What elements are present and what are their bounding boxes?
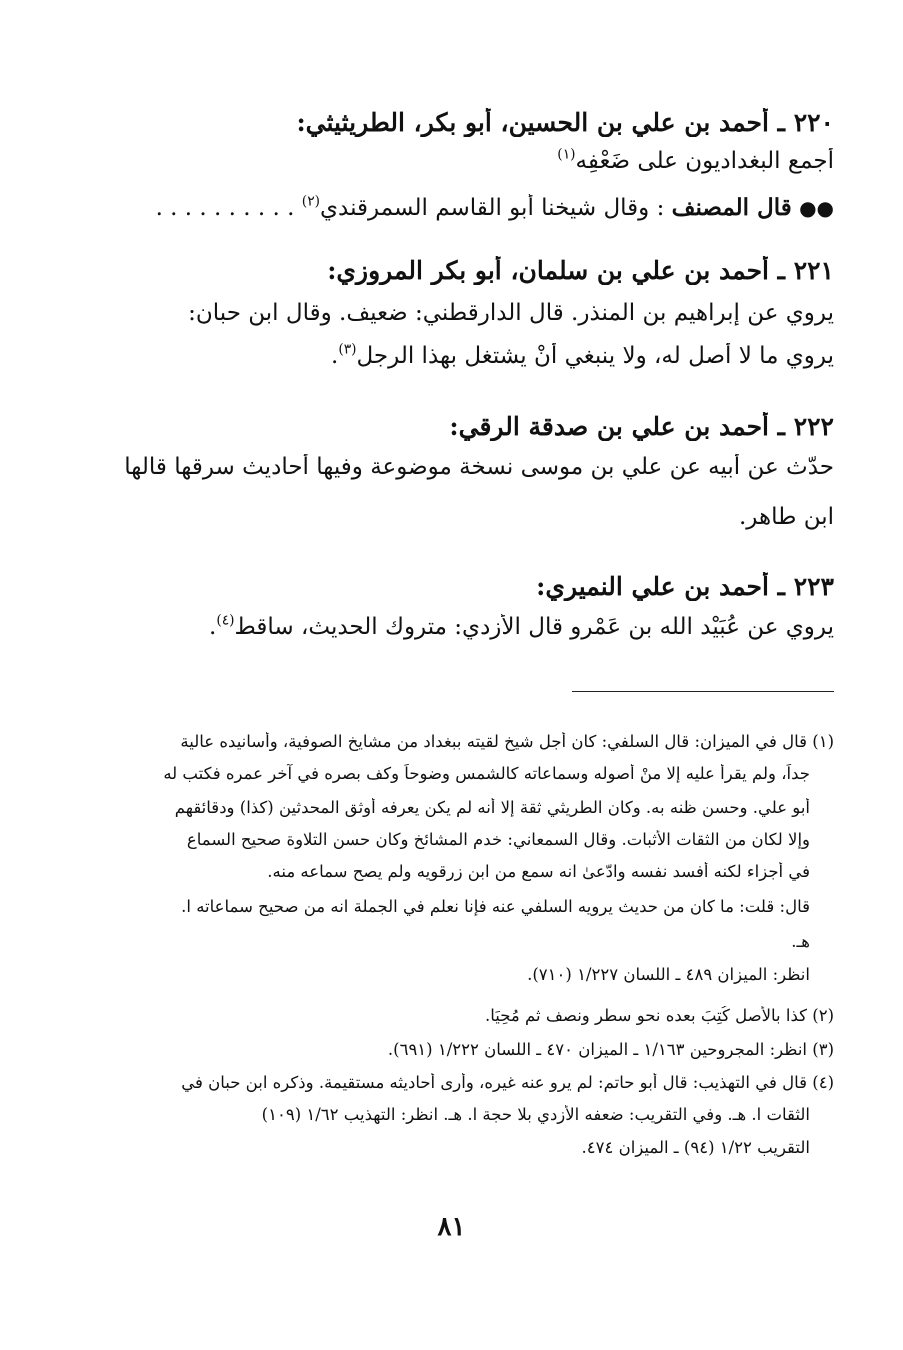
footnote-2: (٢) كذا بالأصل كُتِبَ بعده نحو سطر ونصف ثم مُحِيَا. (485, 1006, 834, 1025)
entry-221-line-2: يروي ما لا أصل له، ولا ينبغي أنْ يشتغل بهذا الرجل$^{(٣)}$. (331, 343, 834, 369)
entry-222-line-1: حدّث عن أبيه عن علي بن موسى نسخة موضوعة وفيها أحاديث سرقها قالها (124, 454, 834, 480)
entry-220-text-span: أجمع البغداديون على ضَعْفِه (575, 148, 834, 174)
entry-223-heading: ٢٢٣ ـ أحمد بن علي النميري: (536, 572, 834, 601)
footnote-1-line-1: (١) قال في الميزان: قال السلفي: كان أجل شيخ لقيته ببغداد من مشايخ الصوفية، وأسانيده عالية (180, 732, 834, 751)
footnote-1-ref: انظر: الميزان ٤٨٩ ـ اللسان ١/٢٢٧ (٧١٠). (527, 965, 810, 984)
footnote-3: (٣) انظر: المجروحين ١/١٦٣ ـ الميزان ٤٧٠ ـ اللسان ١/٢٢٢ (٦٩١). (387, 1040, 834, 1059)
author-text: : وقال شيخنا أبو القاسم السمرقندي (320, 195, 665, 221)
entry-223-line-1-end: . (209, 614, 217, 640)
entry-220-text (150, 148, 834, 174)
entry-223-line-1 (150, 614, 834, 640)
footnote-ref-1: (١) (557, 148, 576, 163)
footnote-ref-4: (٤) (216, 614, 235, 629)
footnote-1-line-4: وإلا لكان من الثقات الأثبات. وقال السمعاني: خدم المشائخ وكان حسن التلاوة صحيح السماع (186, 830, 810, 849)
footnote-4-line-2: الثقات ا. هـ. وفي التقريب: ضعفه الأزدي بلا حجة ا. هـ. انظر: التهذيب ١/٦٢ (١٠٩) (261, 1105, 810, 1124)
footnote-1-line-2: جداً، ولم يقرأ عليه إلا منْ أصوله وسماعاته كالشمس وضوحاً وكف بصره في آخر عمره فكتب له (163, 764, 810, 783)
footnote-separator (572, 691, 834, 692)
entry-221-line-1: يروي عن إبراهيم بن المنذر. قال الدارقطني: ضعيف. وقال ابن حبان: (188, 300, 834, 326)
ornament-icon: ●● (799, 196, 834, 220)
entry-220-heading: ٢٢٠ ـ أحمد بن علي بن الحسين، أبو بكر، الطريثيثي: (296, 108, 834, 137)
omission-dots: . . . . . . . . . . (155, 195, 295, 221)
entry-221-heading: ٢٢١ ـ أحمد بن علي بن سلمان، أبو بكر المروزي: (327, 256, 834, 285)
footnote-1-qult: قال: قلت: ما كان من حديث يرويه السلفي عنه فإنا نعلم في الجملة انه من صحيح سماعاته ا. (181, 897, 810, 916)
footnote-4-line-1: (٤) قال في التهذيب: قال أبو حاتم: لم يرو عنه غيره، وأرى أحاديثه مستقيمة. وذكره ابن حبان في (181, 1073, 834, 1092)
footnote-ref-3: (٣) (338, 343, 357, 358)
footnote-1-line-5: في أجزاء لكنه أفسد نفسه وادّعىٰ انه سمع من ابن زرقويه ولم يصح سماعه منه. (267, 862, 810, 881)
entry-223-line-1-text: يروي عن عُبَيْد الله بن عَمْرو قال الأزدي: متروك الحديث، ساقط (234, 614, 834, 640)
footnote-1-line-3: أبو علي. وحسن ظنه به. وكان الطريثي ثقة إلا أنه لم يكن يعرفه أوثق المحدثين (كذا) ودقائقهم (174, 798, 810, 817)
footnote-1-hah: هـ. (791, 932, 810, 951)
entry-222-heading: ٢٢٢ ـ أحمد بن علي بن صدقة الرقي: (449, 412, 834, 441)
footnote-ref-2: (٢) (301, 194, 320, 210)
entry-222-line-2: ابن طاهر. (738, 504, 834, 530)
author-label: قال المصنف (671, 194, 792, 221)
page-number: ٨١ (437, 1212, 466, 1242)
footnote-4-line-3: التقريب ١/٢٢ (٩٤) ـ الميزان ٤٧٤. (581, 1138, 810, 1157)
entry-221-line-2-text: يروي ما لا أصل له، ولا ينبغي أنْ يشتغل بهذا الرجل (356, 343, 834, 369)
entry-220-author-line (150, 194, 834, 221)
